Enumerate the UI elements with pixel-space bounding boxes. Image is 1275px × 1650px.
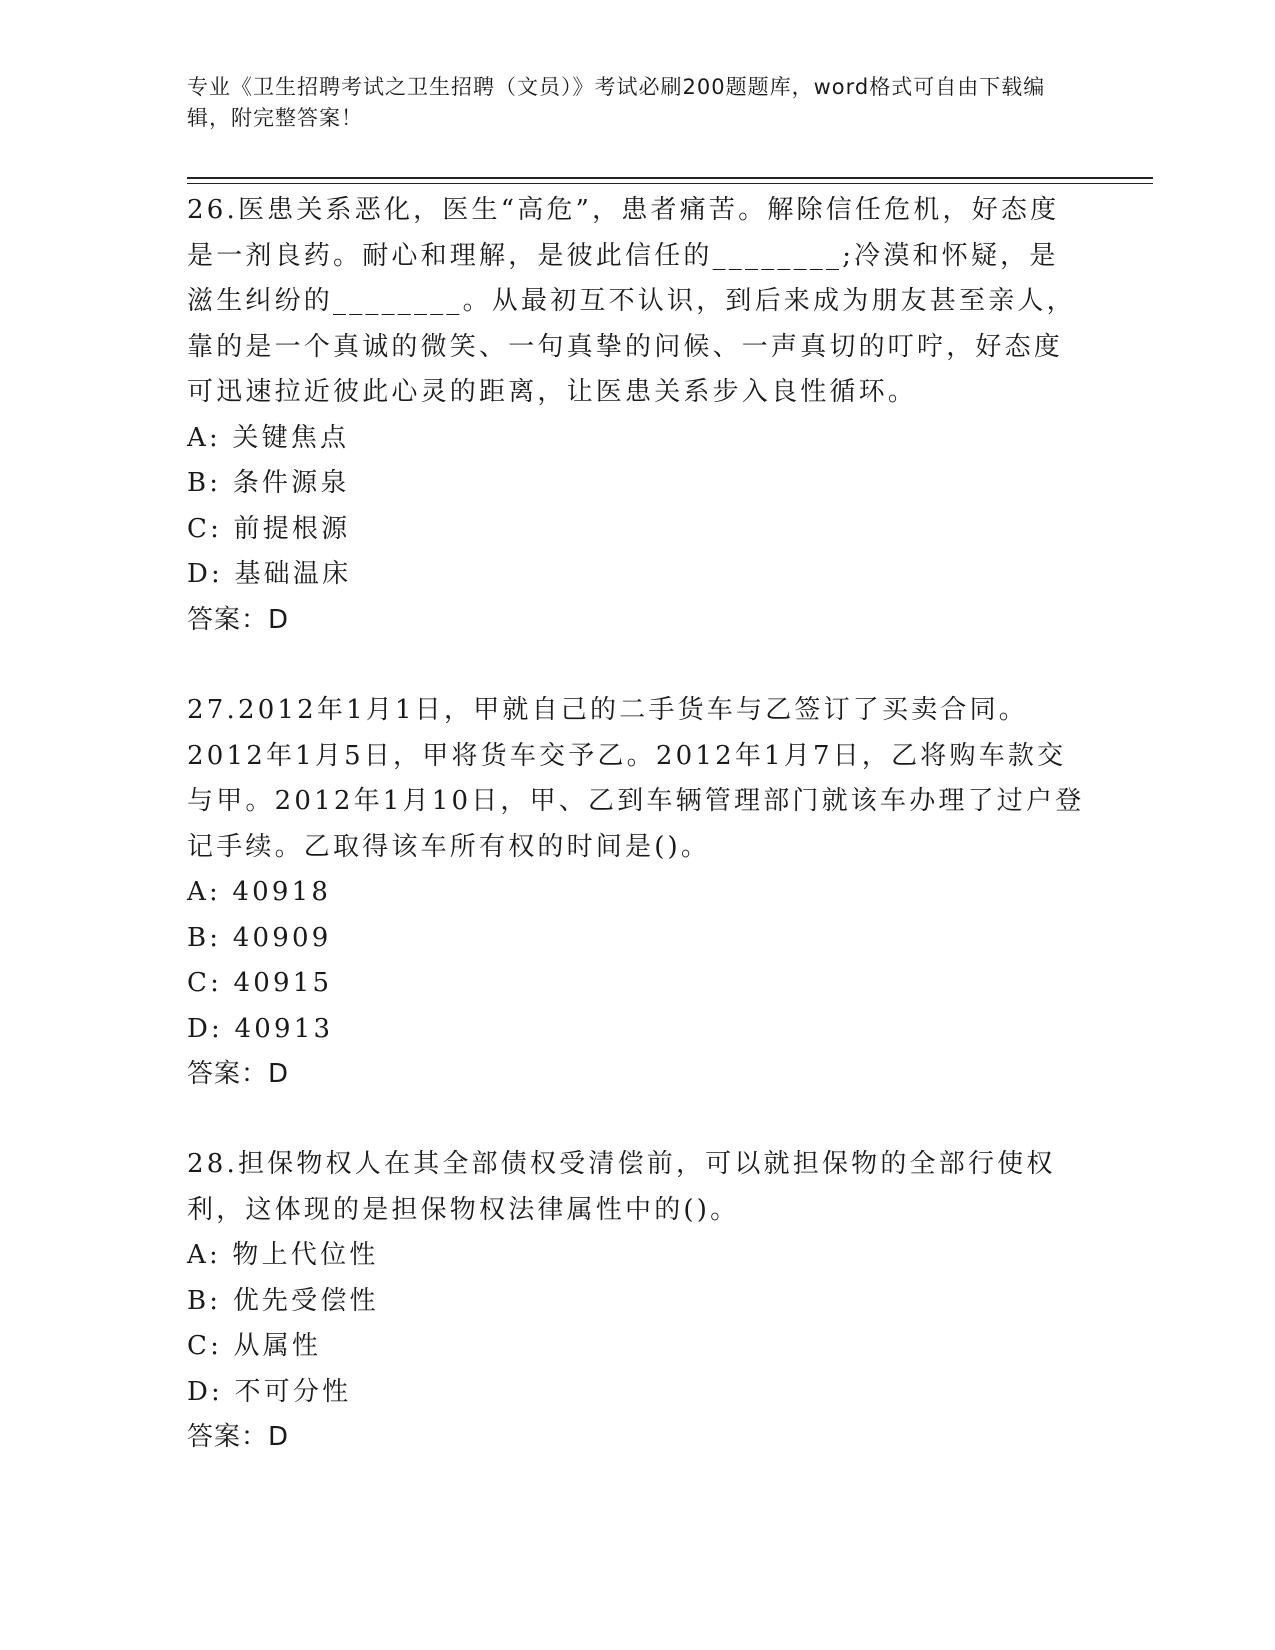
question-27 (187, 688, 1087, 1098)
header-divider-thin (187, 183, 1153, 184)
question-28 (187, 1142, 1087, 1461)
option-b: B: 40909 (187, 922, 332, 953)
option-a: A: 物上代位性 (187, 1240, 379, 1270)
answer-line: 答案：D (187, 1059, 290, 1089)
option-c: C: 从属性 (187, 1331, 322, 1361)
option-c: C: 40915 (187, 968, 333, 998)
option-b: B: 条件源泉 (187, 468, 350, 498)
question-stem: 28.担保物权人在其全部债权受清偿前，可以就担保物的全部行使权利，这体现的是担保物权法律属性中的()。 (187, 1149, 1056, 1225)
question-stem: 26.医患关系恶化，医生“高危”，患者痛苦。解除信任危机，好态度是一剂良药。耐心和理解，是彼此信任的________;冷漠和怀疑，是滋生纠纷的________。从最初互不认识，到后来成为朋友甚至亲人，靠的是一个真诚的微笑、一句真挚的问候、一声真切的叮咛，好态度可迅速拉近彼此心灵的距离，让医患关系步入良性循环。 (187, 195, 1076, 407)
option-a: A: 40918 (187, 877, 332, 907)
question-stem: 27.2012年1月1日，甲就自己的二手货车与乙签订了买卖合同。2012年1月5日，甲将货车交予乙。2012年1月7日，乙将购车款交与甲。2012年1月10日，甲、乙到车辆管理部门就该车办理了过户登记手续。乙取得该车所有权的时间是()。 (187, 695, 1085, 862)
option-d: D: 40913 (187, 1013, 334, 1044)
option-c: C: 前提根源 (187, 513, 351, 544)
answer-line: 答案：D (187, 604, 290, 635)
option-d: D: 基础温床 (187, 559, 352, 589)
document-header: 专业《卫生招聘考试之卫生招聘（文员）》考试必刷200题题库，word格式可自由下载编辑，附完整答案！ (187, 75, 1046, 130)
question-26 (187, 188, 1087, 643)
option-d: D: 不可分性 (187, 1376, 352, 1407)
header-divider-thick (187, 177, 1153, 179)
answer-line: 答案：D (187, 1422, 290, 1452)
option-a: A: 关键焦点 (187, 422, 350, 453)
option-b: B: 优先受偿性 (187, 1285, 379, 1316)
